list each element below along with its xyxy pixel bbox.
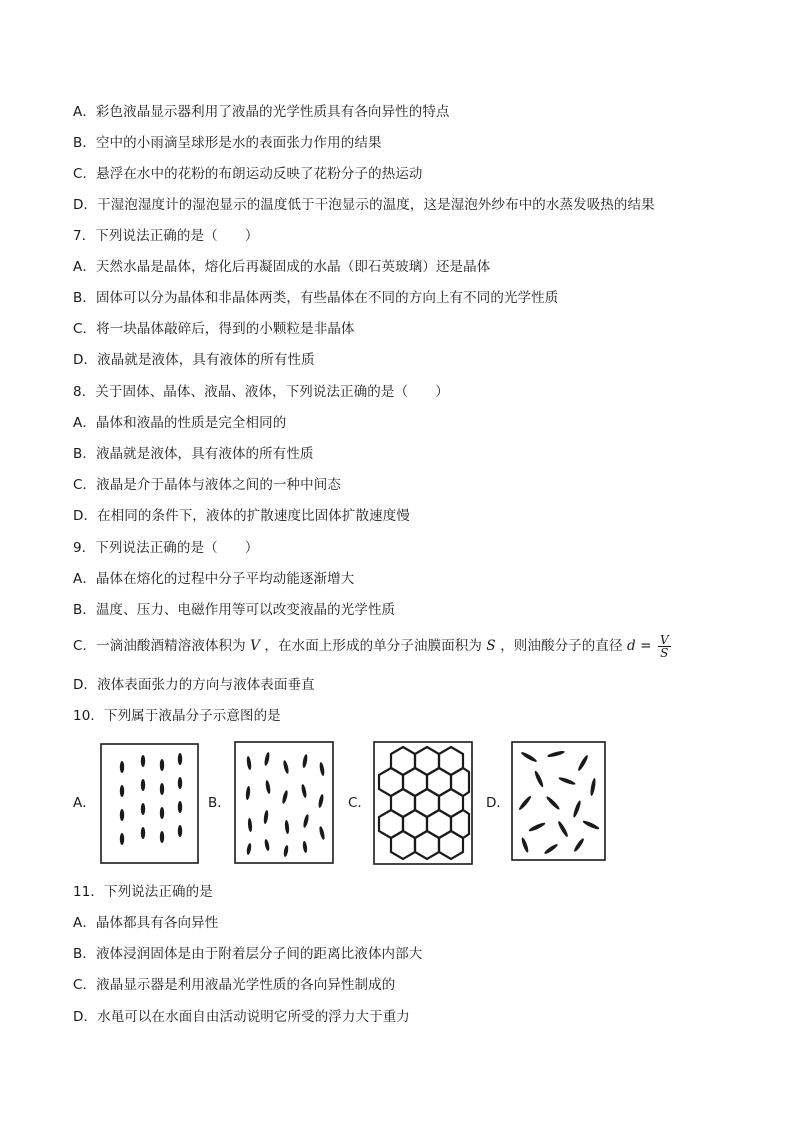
q10-label-b: B．	[208, 795, 231, 811]
fraction-numerator: V	[659, 632, 669, 647]
fraction-denominator: S	[660, 645, 669, 660]
q9-option-c	[73, 631, 671, 661]
q11-stem: 11．下列说法正确的是	[73, 884, 213, 900]
q11-option-b: B．液体浸润固体是由于附着层分子间的距离比液体内部大	[73, 946, 423, 962]
q6-option-d: D．干湿泡湿度计的湿泡显示的温度低于干泡显示的温度，这是湿泡外纱布中的水蒸发吸热的结果	[73, 197, 655, 213]
q9-c-var-s: S	[486, 638, 496, 654]
q9-c-text-2: ，在水面上形成的单分子油膜面积为	[264, 638, 483, 654]
q10-diagram-d	[511, 741, 606, 861]
q7-option-b: B．固体可以分为晶体和非晶体两类，有些晶体在不同的方向上有不同的光学性质	[73, 290, 559, 306]
q8-option-c: C．液晶是介于晶体与液体之间的一种中间态	[73, 477, 341, 493]
q11-option-a: A．晶体都具有各向异性	[73, 915, 219, 931]
q10-diagram-b	[234, 741, 334, 864]
q8-stem: 8．关于固体、晶体、液晶、液体，下列说法正确的是（ ）	[73, 384, 449, 400]
q10-label-a: A．	[73, 795, 96, 811]
q7-option-d: D．液晶就是液体，具有液体的所有性质	[73, 352, 315, 368]
q8-option-b: B．液晶就是液体，具有液体的所有性质	[73, 446, 314, 462]
q9-c-var-v: V	[250, 638, 260, 654]
q10-diagram-c	[373, 741, 473, 865]
q10-diagram-a	[100, 743, 199, 864]
q6-option-c: C．悬浮在水中的花粉的布朗运动反映了花粉分子的热运动	[73, 166, 423, 182]
q7-option-c: C．将一块晶体敲碎后，得到的小颗粒是非晶体	[73, 321, 355, 337]
q9-c-formula-lhs: d =	[627, 638, 652, 654]
q9-option-b: B．温度、压力、电磁作用等可以改变液晶的光学性质	[73, 602, 396, 618]
q10-label-d: D．	[486, 795, 510, 811]
q11-option-c: C．液晶显示器是利用液晶光学性质的各向异性制成的	[73, 977, 396, 993]
q9-c-text-1: C．一滴油酸酒精溶液体积为	[73, 638, 246, 654]
q10-stem: 10．下列属于液晶分子示意图的是	[73, 708, 281, 724]
q9-option-a: A．晶体在熔化的过程中分子平均动能逐渐增大	[73, 571, 355, 587]
q6-option-b: B．空中的小雨滴呈球形是水的表面张力作用的结果	[73, 135, 382, 151]
q9-stem: 9．下列说法正确的是（ ）	[73, 540, 259, 556]
q8-option-d: D．在相同的条件下，液体的扩散速度比固体扩散速度慢	[73, 508, 410, 524]
q9-c-text-3: ，则油酸分子的直径	[500, 638, 623, 654]
q11-option-d: D．水黾可以在水面自由活动说明它所受的浮力大于重力	[73, 1009, 410, 1025]
q10-label-c: C．	[348, 795, 371, 811]
q7-stem: 7．下列说法正确的是（ ）	[73, 228, 259, 244]
q9-option-d: D．液体表面张力的方向与液体表面垂直	[73, 677, 315, 693]
q7-option-a: A．天然水晶是晶体，熔化后再凝固成的水晶（即石英玻璃）还是晶体	[73, 259, 491, 275]
q6-option-a: A．彩色液晶显示器利用了液晶的光学性质具有各向异性的特点	[73, 104, 450, 120]
q9-c-fraction	[658, 634, 671, 659]
q8-option-a: A．晶体和液晶的性质是完全相同的	[73, 415, 287, 431]
